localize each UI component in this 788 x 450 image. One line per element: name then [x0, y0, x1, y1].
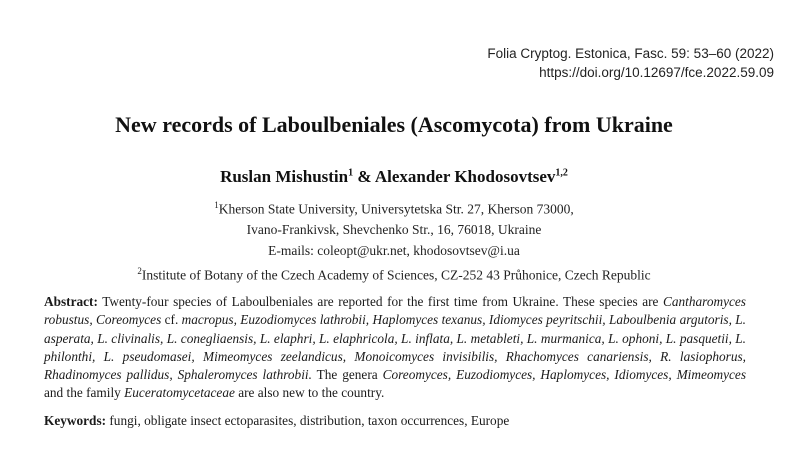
keywords-text: fungi, obligate insect ectoparasites, distribution, taxon occurrences, Europe	[106, 413, 510, 428]
author-name: Ruslan Mishustin	[220, 167, 349, 186]
author-list	[0, 167, 788, 187]
author-affiliation-mark: 1,2	[555, 167, 568, 179]
journal-header	[487, 44, 774, 82]
author-emails: E-mails: coleopt@ukr.net, khodosovtsev@i.ua	[268, 242, 520, 258]
affiliation-2: $^2$Institute of Botany of the Czech Academy of Sciences, CZ-252 43 Průhonice, Czech Republic	[137, 266, 651, 283]
author-name: Alexander Khodosovtsev	[374, 167, 556, 186]
author-affiliation-mark: 1	[348, 167, 354, 179]
affiliation-mark: 1	[214, 200, 219, 210]
paper-title: New records of Laboulbeniales (Ascomycota) from Ukraine	[115, 112, 673, 137]
abstract-label: Abstract:	[44, 294, 98, 309]
keywords-label: Keywords:	[44, 413, 107, 428]
species-list: Cantharomyces robustus, Coreomyces	[44, 294, 746, 328]
affiliation-1-line-2: Ivano-Frankivsk, Shevchenko Str., 16, 76018, Ukraine	[246, 222, 542, 237]
affiliations	[0, 195, 788, 286]
author-separator: &	[353, 167, 375, 186]
journal-citation: Folia Cryptog. Estonica, Fasc. 59: 53–60 (2022)	[487, 46, 774, 61]
affiliation-1-line-1: $^1$Kherson State University, Universytetska Str. 27, Kherson 73000,	[214, 200, 574, 217]
family-name: Euceratomycetaceae	[124, 385, 235, 401]
keywords	[44, 412, 746, 430]
abstract: Abstract: Twenty-four species of Laboulbeniales are reported for the first time from Ukraine. These species are Cantharomyces robustus, Coreomyces cf. macropus, Euzodiomyces lathrobii, Haplomyces texanus, Idiomyces peyritschii, Laboulbenia argutoris, L. asperata, L. clivinalis, L. conegliaensis, L. elaphri, L. elaphricola, L. inflata, L. metableti, L. murmanica, L. ophoni, L. pasquetii, L. philonthi, L. pseudomasei, Mimeomyces zeelandicus, Monoicomyces invisibilis, Rhachomyces canariensis, R. lasiophorus, Rhadinomyces pallidus, Sphaleromyces lathrobii. The genera Coreomyces, Euzodiomyces, Haplomyces, Idiomyces, Mimeomyces and the family Euceratomycetaceae are also new to the country.	[44, 294, 746, 401]
genera-list: Coreomyces, Euzodiomyces, Haplomyces, Idiomyces, Mimeomyces	[382, 367, 746, 383]
journal-doi[interactable]: https://doi.org/10.12697/fce.2022.59.09	[539, 65, 774, 80]
species-list: macropus, Euzodiomyces lathrobii, Haplomyces texanus, Idiomyces peyritschii, Laboulbenia argutoris, L. asperata, L. clivinalis, L. conegliaensis, L. elaphri, L. elaphricola, L. inflata, L. metableti, L. murmanica, L. ophoni, L. pasquetii, L. philonthi, L. pseudomasei, Mimeomyces zeelandicus, Monoicomyces invisibilis, Rhachomyces canariensis, R. lasiophorus, Rhadinomyces pallidus, Sphaleromyces lathrobii.	[44, 312, 746, 383]
affiliation-mark: 2	[137, 266, 142, 276]
